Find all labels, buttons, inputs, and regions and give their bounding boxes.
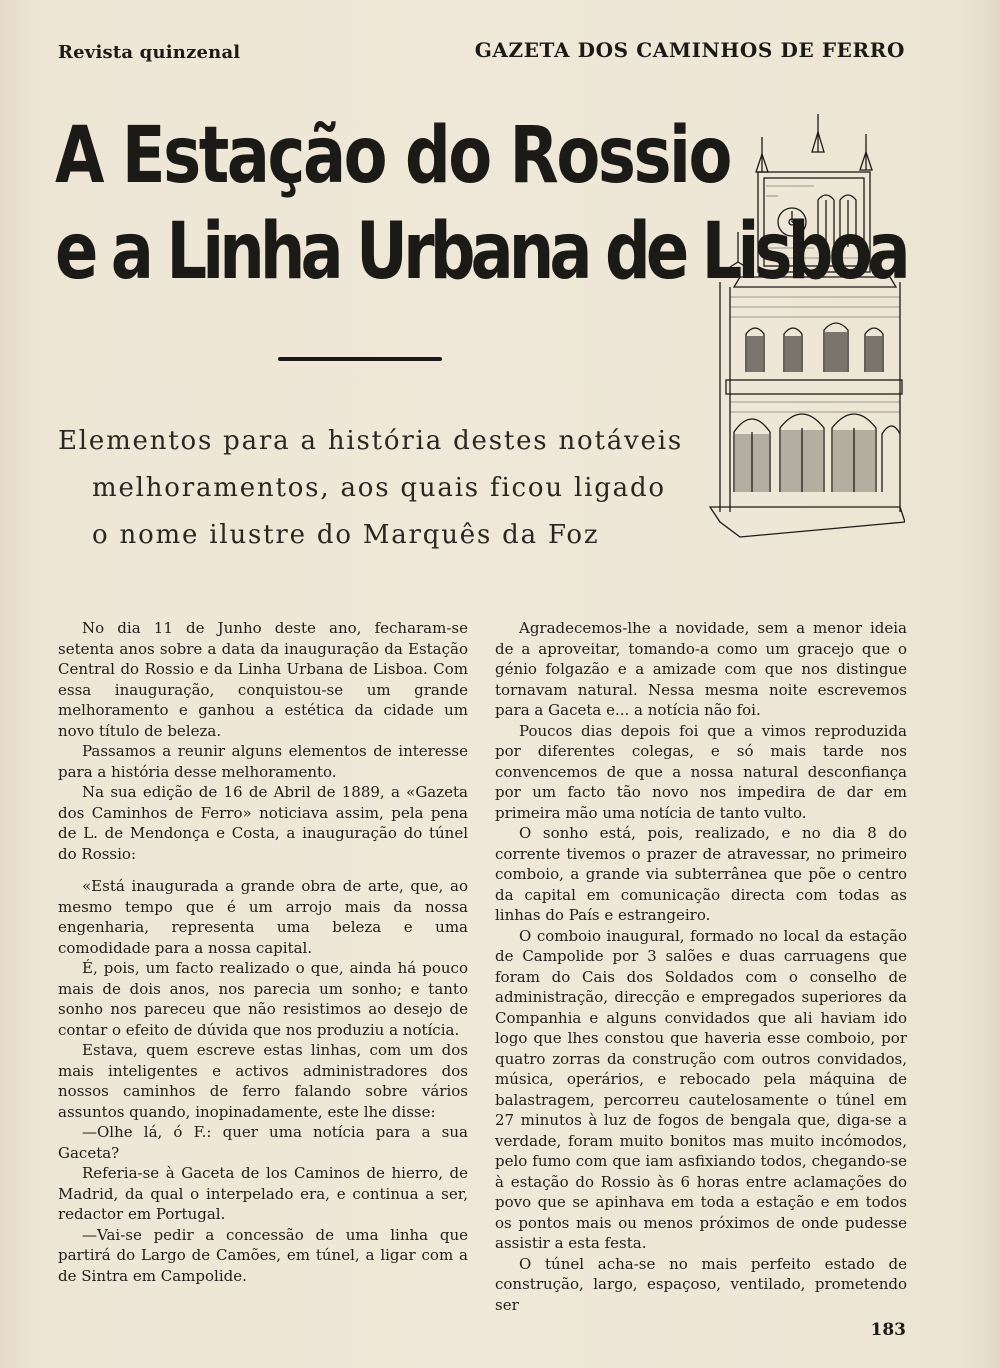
paragraph: O comboio inaugural, formado no local da estação de Campolide por 3 salões e duas carruagens que foram do Cais dos Soldados com o conselho de administração, direcção e empregados superiores da Companhia e alguns convidados que ali haviam ido logo que lhes constou que haveria esse comboio, por quatro zorras da construção com outros convidados, música, operários, e rebocado pela máquina de balastragem, percorreu cautelosamente o túnel em 27 minutos à luz de fogos de bengala que, diga-se a verdade, foram muito bonitos mas muito incómodos, pelo fumo com que iam asfixiando todos, chegando-se à estação do Rossio às 6 horas entre aclamações do povo que se apinhava em toda a estação e em todos os pontos mais ou menos próximos de onde pudesse assistir a esta festa. xyxy=(495,926,907,1252)
paragraph: «Está inaugurada a grande obra de arte, que, ao mesmo tempo que é um arrojo mais da nossa engenharia, representa uma beleza e uma comodidade para a nossa capital. xyxy=(58,877,468,957)
article-title-line-1: A Estação do Rossio xyxy=(55,111,731,201)
paragraph: No dia 11 de Junho deste ano, fecharam-se setenta anos sobre a data da inauguração da Estação Central do Rossio e da Linha Urbana de Lisboa. Com essa inauguração, conquistou-se um grande melhoramento e ganhou a estética da cidade um novo título de beleza. xyxy=(58,619,468,740)
running-header-right: GAZETA DOS CAMINHOS DE FERRO xyxy=(474,38,905,62)
paragraph: Poucos dias depois foi que a vimos reproduzida por diferentes colegas, e só mais tarde nos convencemos de que a nossa natural desconfiança por um facto tão novo nos impedira de dar em primeira mão uma notícia de tanto vulto. xyxy=(495,721,907,822)
paragraph: Na sua edição de 16 de Abril de 1889, a «Gazeta dos Caminhos de Ferro» noticiava assim, pela pena de L. de Mendonça e Costa, a inauguração do túnel do Rossio: xyxy=(58,783,468,863)
rossio-station-tower-engraving-icon xyxy=(700,112,905,542)
paragraph: Estava, quem escreve estas linhas, com um dos mais inteligentes e activos administradores dos nossos caminhos de ferro falando sobre vários assuntos quando, inopinadamente, este lhe disse: xyxy=(58,1041,468,1121)
article-title-line-2: e a Linha Urbana de Lisboa xyxy=(55,207,906,297)
paragraph: —Vai-se pedir a concessão de uma linha que partirá do Largo de Camões, em túnel, a ligar com a de Sintra em Campolide. xyxy=(58,1225,468,1285)
right-column xyxy=(495,618,907,1315)
paragraph: —Olhe lá, ó F.: quer uma notícia para a sua Gaceta? xyxy=(58,1123,468,1162)
paragraph: Agradecemos-lhe a novidade, sem a menor ideia de a aproveitar, tomando-a como um gracejo que o génio folgazão e a amizade com que nos distingue tornavam natural. Nessa mesma noite escrevemos para a Gaceta e... a notícia não foi. xyxy=(495,619,907,719)
subtitle-line-3: o nome ilustre do Marquês da Foz xyxy=(92,520,600,550)
subtitle-line-1: Elementos para a história destes notáveis xyxy=(58,426,683,456)
paragraph: O sonho está, pois, realizado, e no dia 8 do corrente tivemos o prazer de atravessar, no primeiro comboio, a grande via subterrânea que põe o centro da capital em comunicação directa com todas as linhas do País e estrangeiro. xyxy=(495,824,907,924)
left-column xyxy=(58,618,468,1286)
paragraph: Referia-se à Gaceta de los Caminos de hierro, de Madrid, da qual o interpelado era, e continua a ser, redactor em Portugal. xyxy=(58,1164,468,1223)
paragraph: O túnel acha-se no mais perfeito estado de construção, largo, espaçoso, ventilado, prometendo ser xyxy=(495,1254,907,1314)
running-header-left: Revista quinzenal xyxy=(58,42,241,63)
article-subtitle xyxy=(58,418,683,559)
paragraph: É, pois, um facto realizado o que, ainda há pouco mais de dois anos, nos parecia um sonho; e tanto sonho nos pareceu que não resistimos ao desejo de contar o efeito de dúvida que nos produziu a notícia. xyxy=(58,959,468,1039)
subtitle-line-2: melhoramentos, aos quais ficou ligado xyxy=(92,473,666,503)
paragraph: Passamos a reunir alguns elementos de interesse para a história desse melhoramento. xyxy=(58,742,468,781)
page-number: 183 xyxy=(870,1320,906,1340)
article-title xyxy=(55,108,906,300)
title-rule xyxy=(278,357,442,361)
